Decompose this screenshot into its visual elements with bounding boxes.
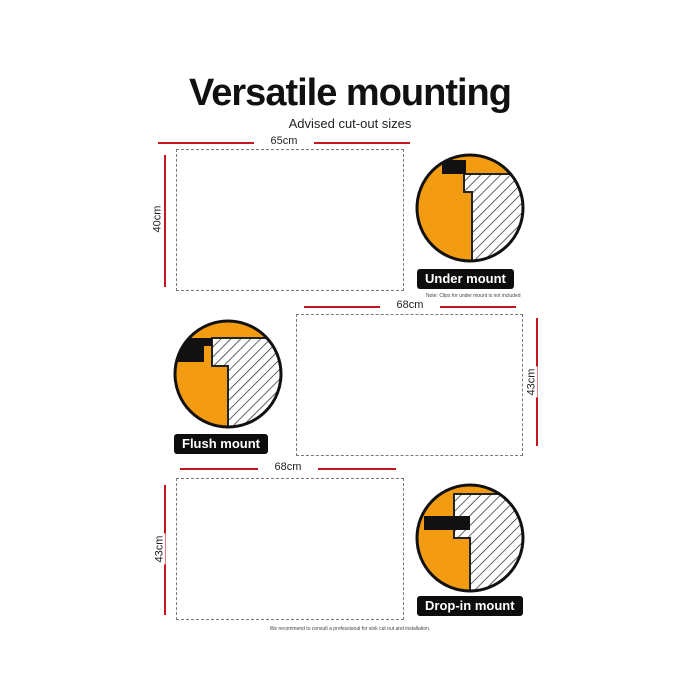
width-dimension-1 <box>158 136 410 150</box>
page-title: Versatile mounting <box>189 72 511 114</box>
flush-mount-label: Flush mount <box>174 434 268 454</box>
height-label-2: 43cm <box>525 368 538 396</box>
cutout-outline-3 <box>176 478 404 620</box>
width-dimension-3 <box>180 462 396 476</box>
under-mount-icon <box>414 152 526 264</box>
cutout-outline-1 <box>176 149 404 291</box>
flush-mount-icon <box>172 318 284 430</box>
under-mount-label: Under mount <box>417 269 514 289</box>
height-dimension-1 <box>151 155 172 287</box>
height-dimension-2 <box>525 318 544 446</box>
installation-footer-note: We recommend to consult a professional for sink cut out and installation. <box>269 626 431 632</box>
width-dimension-2 <box>304 300 516 314</box>
height-label-1: 40cm <box>151 205 164 233</box>
drop-in-mount-icon <box>414 482 526 594</box>
height-label-3: 43cm <box>153 535 166 563</box>
width-label-1: 65cm <box>254 135 314 147</box>
page-subtitle: Advised cut-out sizes <box>288 116 412 131</box>
clips-note: Note: Clips for under mount is not included <box>426 293 521 299</box>
drop-in-mount-label: Drop-in mount <box>417 596 523 616</box>
width-label-3: 68cm <box>258 461 318 473</box>
width-label-2: 68cm <box>380 299 440 311</box>
cutout-outline-2 <box>296 314 523 456</box>
height-dimension-3 <box>153 485 172 615</box>
